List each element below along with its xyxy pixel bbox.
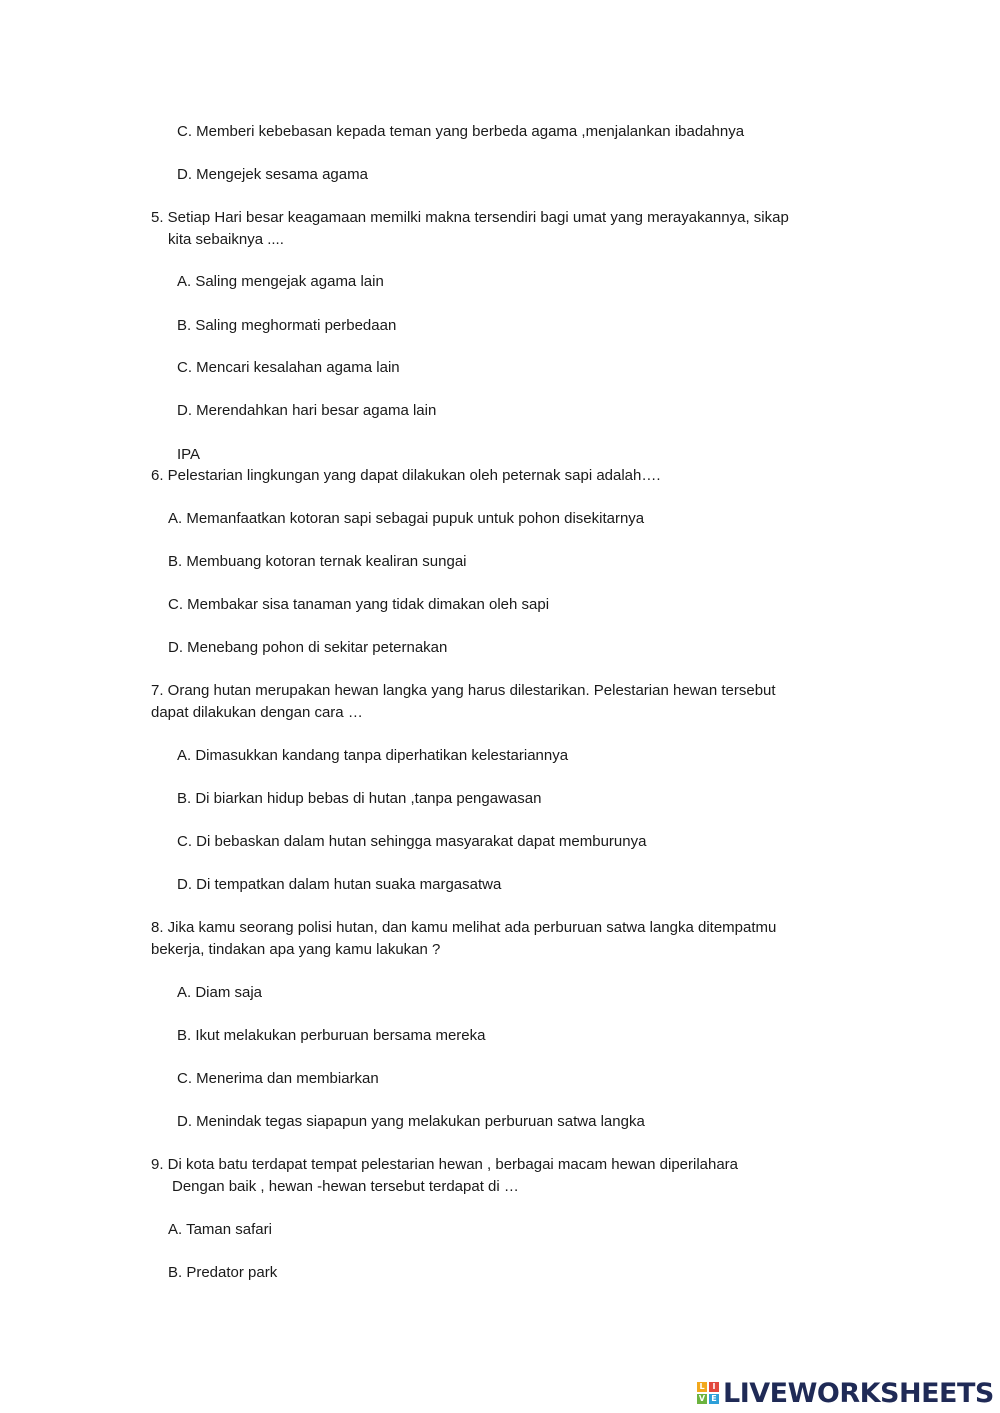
option-8b: B. Ikut melakukan perburuan bersama mereka bbox=[177, 1027, 486, 1044]
logo-tile-l: L bbox=[697, 1382, 707, 1392]
question-9: 9. Di kota batu terdapat tempat pelestarian hewan , berbagai macam hewan diperilahara bbox=[151, 1156, 739, 1173]
option-9b: B. Predator park bbox=[168, 1264, 278, 1281]
option-8d: D. Menindak tegas siapapun yang melakukan perburuan satwa langka bbox=[177, 1113, 645, 1130]
logo-tile-i: I bbox=[709, 1382, 719, 1392]
option-6d: D. Menebang pohon di sekitar peternakan bbox=[168, 639, 448, 656]
question-7: 7. Orang hutan merupakan hewan langka yang harus dilestarikan. Pelestarian hewan tersebut bbox=[151, 682, 776, 699]
section-heading-ipa: IPA bbox=[177, 446, 201, 463]
option-5a: A. Saling mengejak agama lain bbox=[177, 273, 384, 290]
option-6c: C. Membakar sisa tanaman yang tidak dimakan oleh sapi bbox=[168, 596, 550, 613]
option-5c: C. Mencari kesalahan agama lain bbox=[177, 359, 400, 376]
logo-tile-e: E bbox=[709, 1394, 719, 1404]
option-4d: D. Mengejek sesama agama bbox=[177, 166, 368, 183]
question-6: 6. Pelestarian lingkungan yang dapat dilakukan oleh peternak sapi adalah…. bbox=[151, 467, 661, 484]
option-5b: B. Saling meghormati perbedaan bbox=[177, 317, 397, 334]
logo-mark-icon bbox=[697, 1382, 719, 1404]
option-7b: B. Di biarkan hidup bebas di hutan ,tanpa pengawasan bbox=[177, 790, 542, 807]
option-5d: D. Merendahkan hari besar agama lain bbox=[177, 402, 437, 419]
option-6a: A. Memanfaatkan kotoran sapi sebagai pupuk untuk pohon disekitarnya bbox=[168, 510, 645, 527]
logo-tile-v: V bbox=[698, 1394, 706, 1403]
question-5-cont: kita sebaiknya .... bbox=[168, 231, 284, 248]
option-7c: C. Di bebaskan dalam hutan sehingga masyarakat dapat memburunya bbox=[177, 833, 647, 850]
question-8: 8. Jika kamu seorang polisi hutan, dan kamu melihat ada perburuan satwa langka ditempatmu bbox=[151, 919, 777, 936]
option-7a: A. Dimasukkan kandang tanpa diperhatikan kelestariannya bbox=[177, 747, 569, 764]
option-6b: B. Membuang kotoran ternak kealiran sungai bbox=[168, 553, 467, 570]
option-8c: C. Menerima dan membiarkan bbox=[177, 1070, 379, 1087]
logo-text: LIVEWORKSHEETS bbox=[723, 1377, 994, 1409]
option-9a: A. Taman safari bbox=[168, 1221, 272, 1238]
question-5: 5. Setiap Hari besar keagamaan memilki makna tersendiri bagi umat yang merayakannya, sikap bbox=[151, 209, 789, 226]
liveworksheets-logo bbox=[697, 1378, 994, 1408]
question-8-cont: bekerja, tindakan apa yang kamu lakukan ? bbox=[151, 941, 441, 958]
question-7-cont: dapat dilakukan dengan cara … bbox=[151, 704, 363, 721]
option-4c: C. Memberi kebebasan kepada teman yang berbeda agama ,menjalankan ibadahnya bbox=[177, 123, 745, 140]
option-7d: D. Di tempatkan dalam hutan suaka margasatwa bbox=[177, 876, 502, 893]
question-9-cont: Dengan baik , hewan -hewan tersebut terdapat di … bbox=[172, 1178, 519, 1195]
option-8a: A. Diam saja bbox=[177, 984, 263, 1001]
